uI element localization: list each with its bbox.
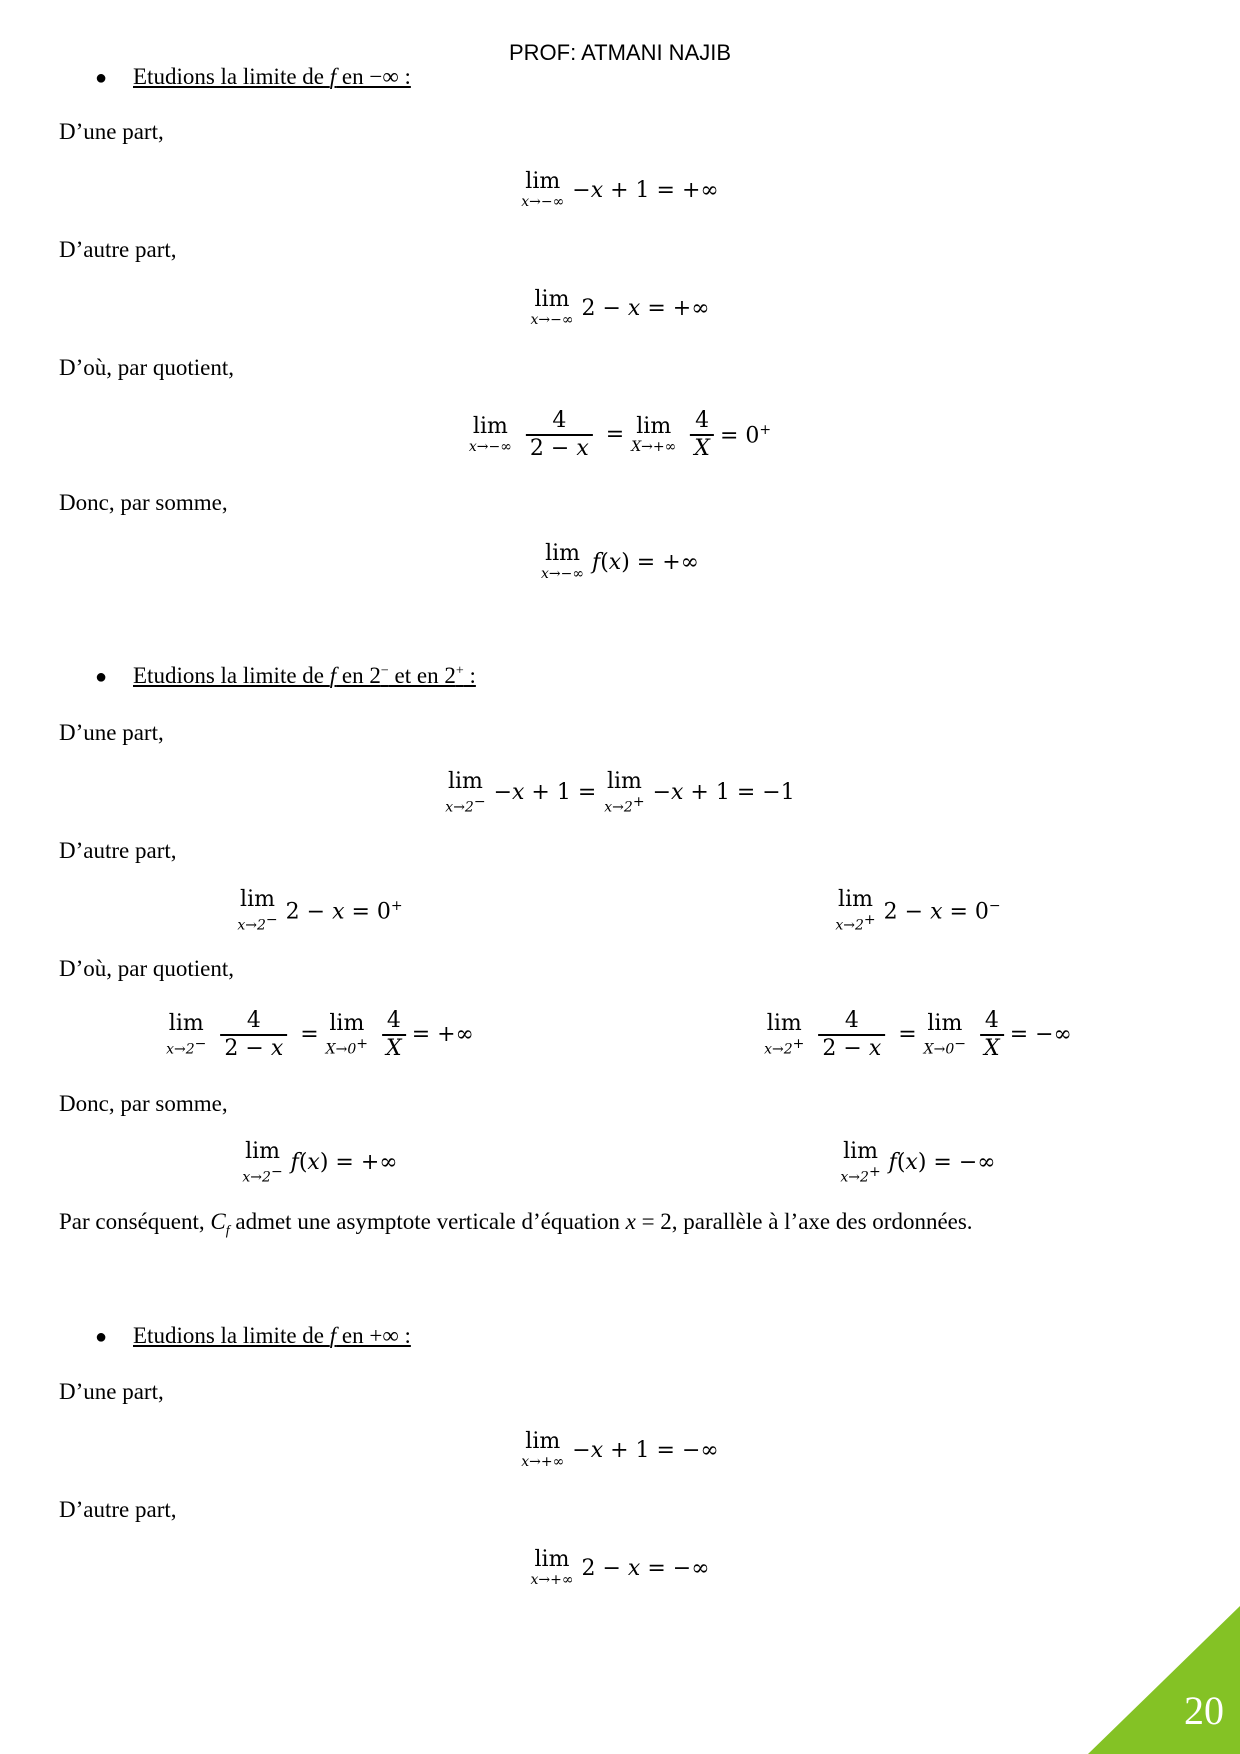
eq-lim-2-minus-x-right: lim x→2+ 2 − x = 0− [835,887,1001,934]
text-d-ou-par-quotient: D’où, par quotient, [59,956,235,981]
page-header: PROF: ATMANI NAJIB [508,40,732,65]
text-d-une-part: D’une part, [59,1379,164,1404]
text-d-une-part: D’une part, [59,119,164,144]
section-heading-plus-infinity: ● Etudions la limite de f en +∞ : [95,1323,411,1348]
text-d-autre-part: D’autre part, [59,237,177,262]
bullet-icon: ● [95,1326,108,1348]
eq-lim-2-minus-x-left: lim x→2− 2 − x = 0+ [237,887,403,934]
section-heading-at-2: ● Etudions la limite de f en 2− et en 2+ : [95,663,476,688]
text-d-une-part: D’une part, [59,720,164,745]
eq-lim-f-right: lim x→2+ f(x) = −∞ [840,1139,996,1186]
bullet-icon: ● [95,666,108,688]
eq-lim-quotient: lim x→−∞ $\frac{4}{2 - x}$ = lim X→+∞ $\frac{4}{X}$ = 0+ [468,408,772,461]
eq-lim-quotient-right: lim x→2+ $\frac{4}{2 - x}$ = lim X→0− $\frac{4}{X}$ = −∞ [764,1008,1072,1061]
eq-lim-minus-x-plus-1-plus-infinity: lim x→+∞ −x + 1 = −∞ [521,1429,719,1470]
eq-lim-f-minus-infinity: lim x→−∞ f(x) = +∞ [541,541,699,582]
text-conclusion-asymptote: Par conséquent, $C_f$ admet une asymptote verticale d’équation x = 2, parallèle à l’axe des ordonnées. [59,1209,973,1239]
eq-lim-2-minus-x-plus-infinity: lim x→+∞ 2 − x = −∞ [530,1547,710,1588]
eq-lim-minus-x-plus-1-at-2: lim x→2− −x + 1 = lim x→2+ −x + 1 = −1 [445,769,795,816]
section-heading-minus-infinity: ● Etudions la limite de f en −∞ : [95,64,411,89]
eq-lim-quotient-left: lim x→2− $\frac{4}{2 - x}$ = lim X→0+ $\frac{4}{X}$ = +∞ [166,1008,474,1061]
text-donc-par-somme: Donc, par somme, [59,490,228,515]
text-d-autre-part: D’autre part, [59,1497,177,1522]
eq-lim-minus-x-plus-1: lim x→−∞ −x + 1 = +∞ [521,169,719,210]
text-d-ou-par-quotient: D’où, par quotient, [59,355,235,380]
page-number: 20 [1184,1688,1224,1733]
text-d-autre-part: D’autre part, [59,838,177,863]
bullet-icon: ● [95,67,108,89]
text-donc-par-somme: Donc, par somme, [59,1091,228,1116]
eq-lim-f-left: lim x→2− f(x) = +∞ [242,1139,398,1186]
eq-lim-2-minus-x: lim x→−∞ 2 − x = +∞ [530,287,710,328]
